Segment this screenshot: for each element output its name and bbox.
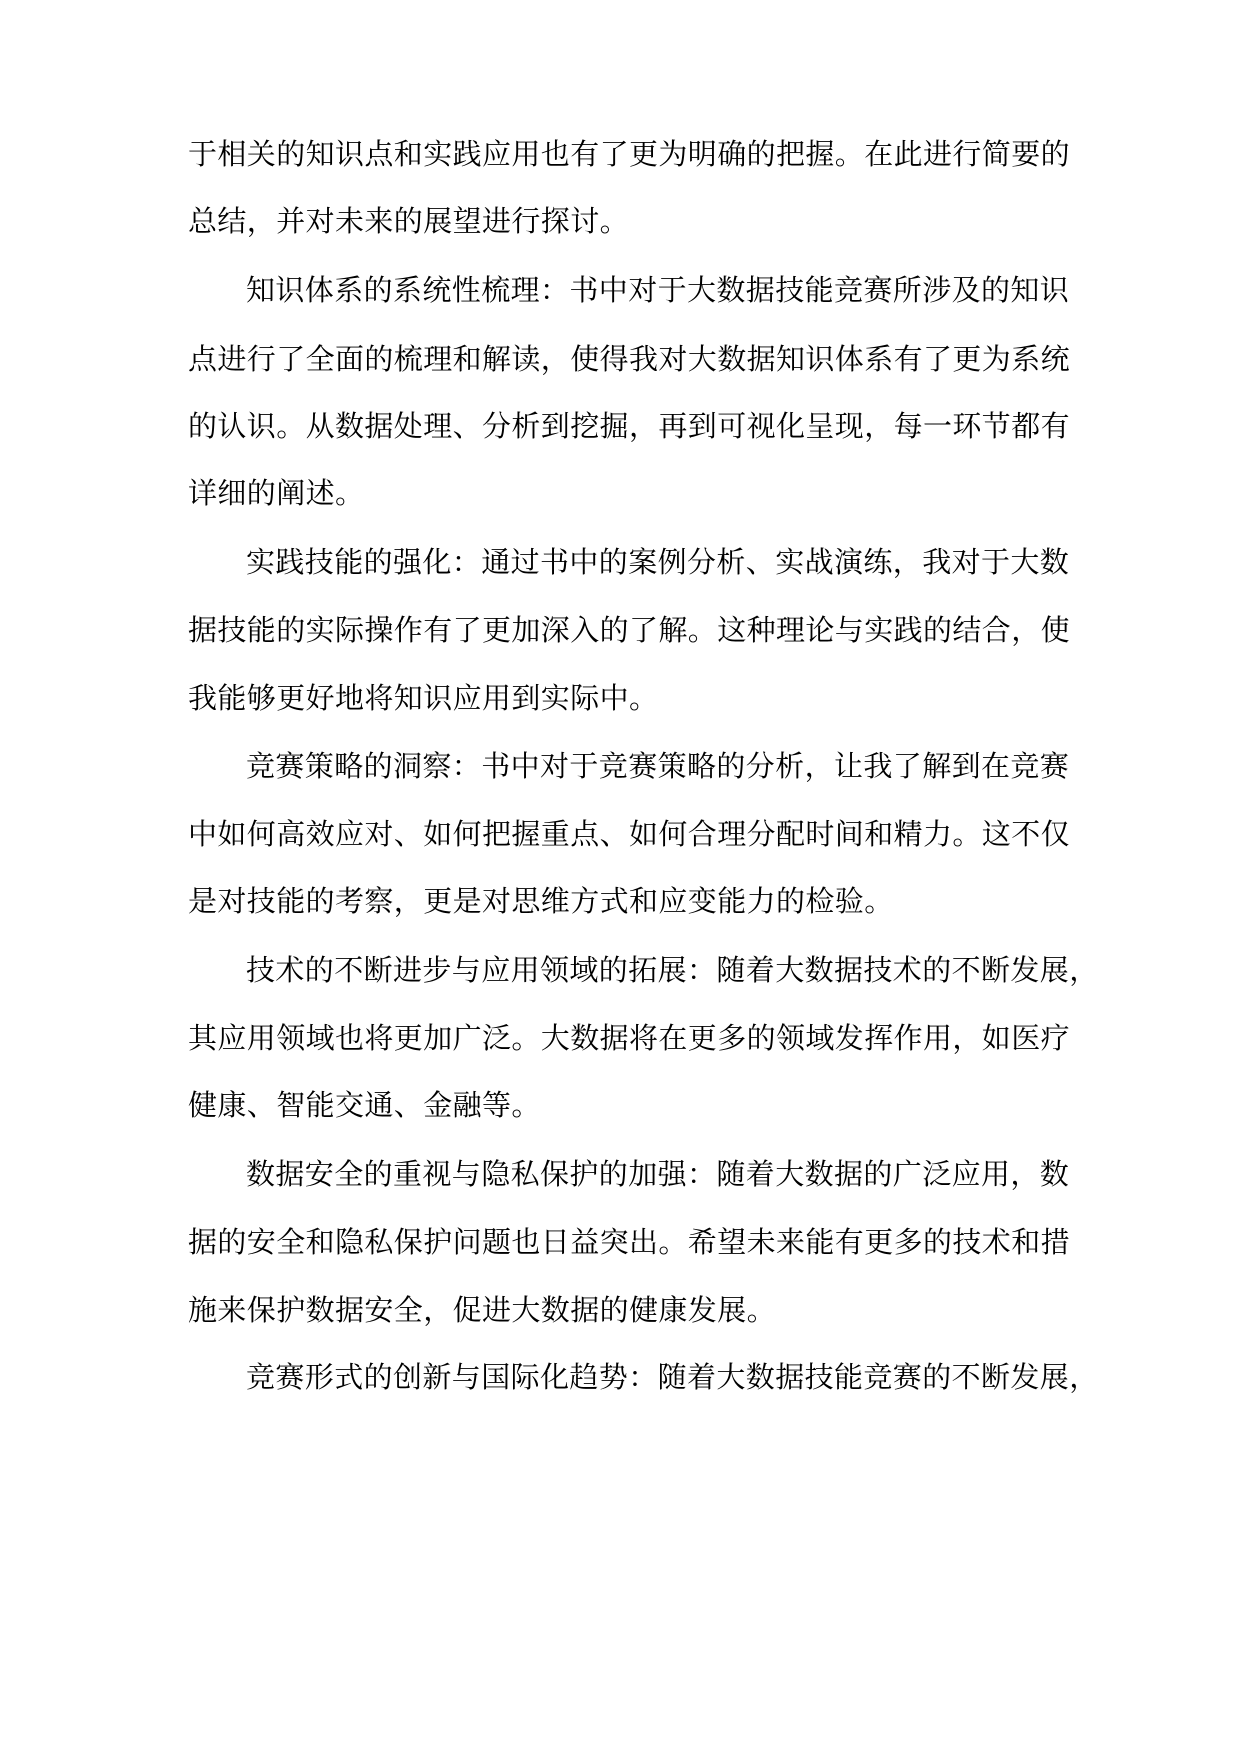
paragraph-first-line: 知识体系的系统性梳理：书中对于大数据技能竞赛所涉及的知识 (246, 273, 1070, 307)
paragraph-first-line: 竞赛形式的创新与国际化趋势：随着大数据技能竞赛的不断发展， (246, 1360, 1099, 1394)
text-line: 于相关的知识点和实践应用也有了更为明确的把握。在此进行简要的 (188, 137, 1071, 171)
text-line: 健康、智能交通、金融等。 (188, 1088, 541, 1122)
text-line: 我能够更好地将知识应用到实际中。 (188, 681, 659, 715)
text-line: 施来保护数据安全，促进大数据的健康发展。 (188, 1293, 777, 1327)
text-line: 详细的阐述。 (188, 476, 365, 510)
text-line: 的认识。从数据处理、分析到挖掘，再到可视化呈现，每一环节都有 (188, 409, 1071, 443)
paragraph-first-line: 竞赛策略的洞察：书中对于竞赛策略的分析，让我了解到在竞赛 (246, 749, 1070, 783)
text-line: 点进行了全面的梳理和解读，使得我对大数据知识体系有了更为系统 (188, 342, 1071, 376)
text-line: 中如何高效应对、如何把握重点、如何合理分配时间和精力。这不仅 (188, 817, 1071, 851)
paragraph-first-line: 技术的不断进步与应用领域的拓展：随着大数据技术的不断发展， (246, 953, 1099, 987)
text-line: 据技能的实际操作有了更加深入的了解。这种理论与实践的结合，使 (188, 613, 1071, 647)
text-line: 总结，并对未来的展望进行探讨。 (188, 204, 630, 238)
text-line: 据的安全和隐私保护问题也日益突出。希望未来能有更多的技术和措 (188, 1225, 1071, 1259)
text-line: 是对技能的考察，更是对思维方式和应变能力的检验。 (188, 884, 894, 918)
text-line: 其应用领域也将更加广泛。大数据将在更多的领域发挥作用，如医疗 (188, 1021, 1071, 1055)
paragraph-first-line: 实践技能的强化：通过书中的案例分析、实战演练，我对于大数 (246, 545, 1070, 579)
paragraph-first-line: 数据安全的重视与隐私保护的加强：随着大数据的广泛应用，数 (246, 1157, 1070, 1191)
